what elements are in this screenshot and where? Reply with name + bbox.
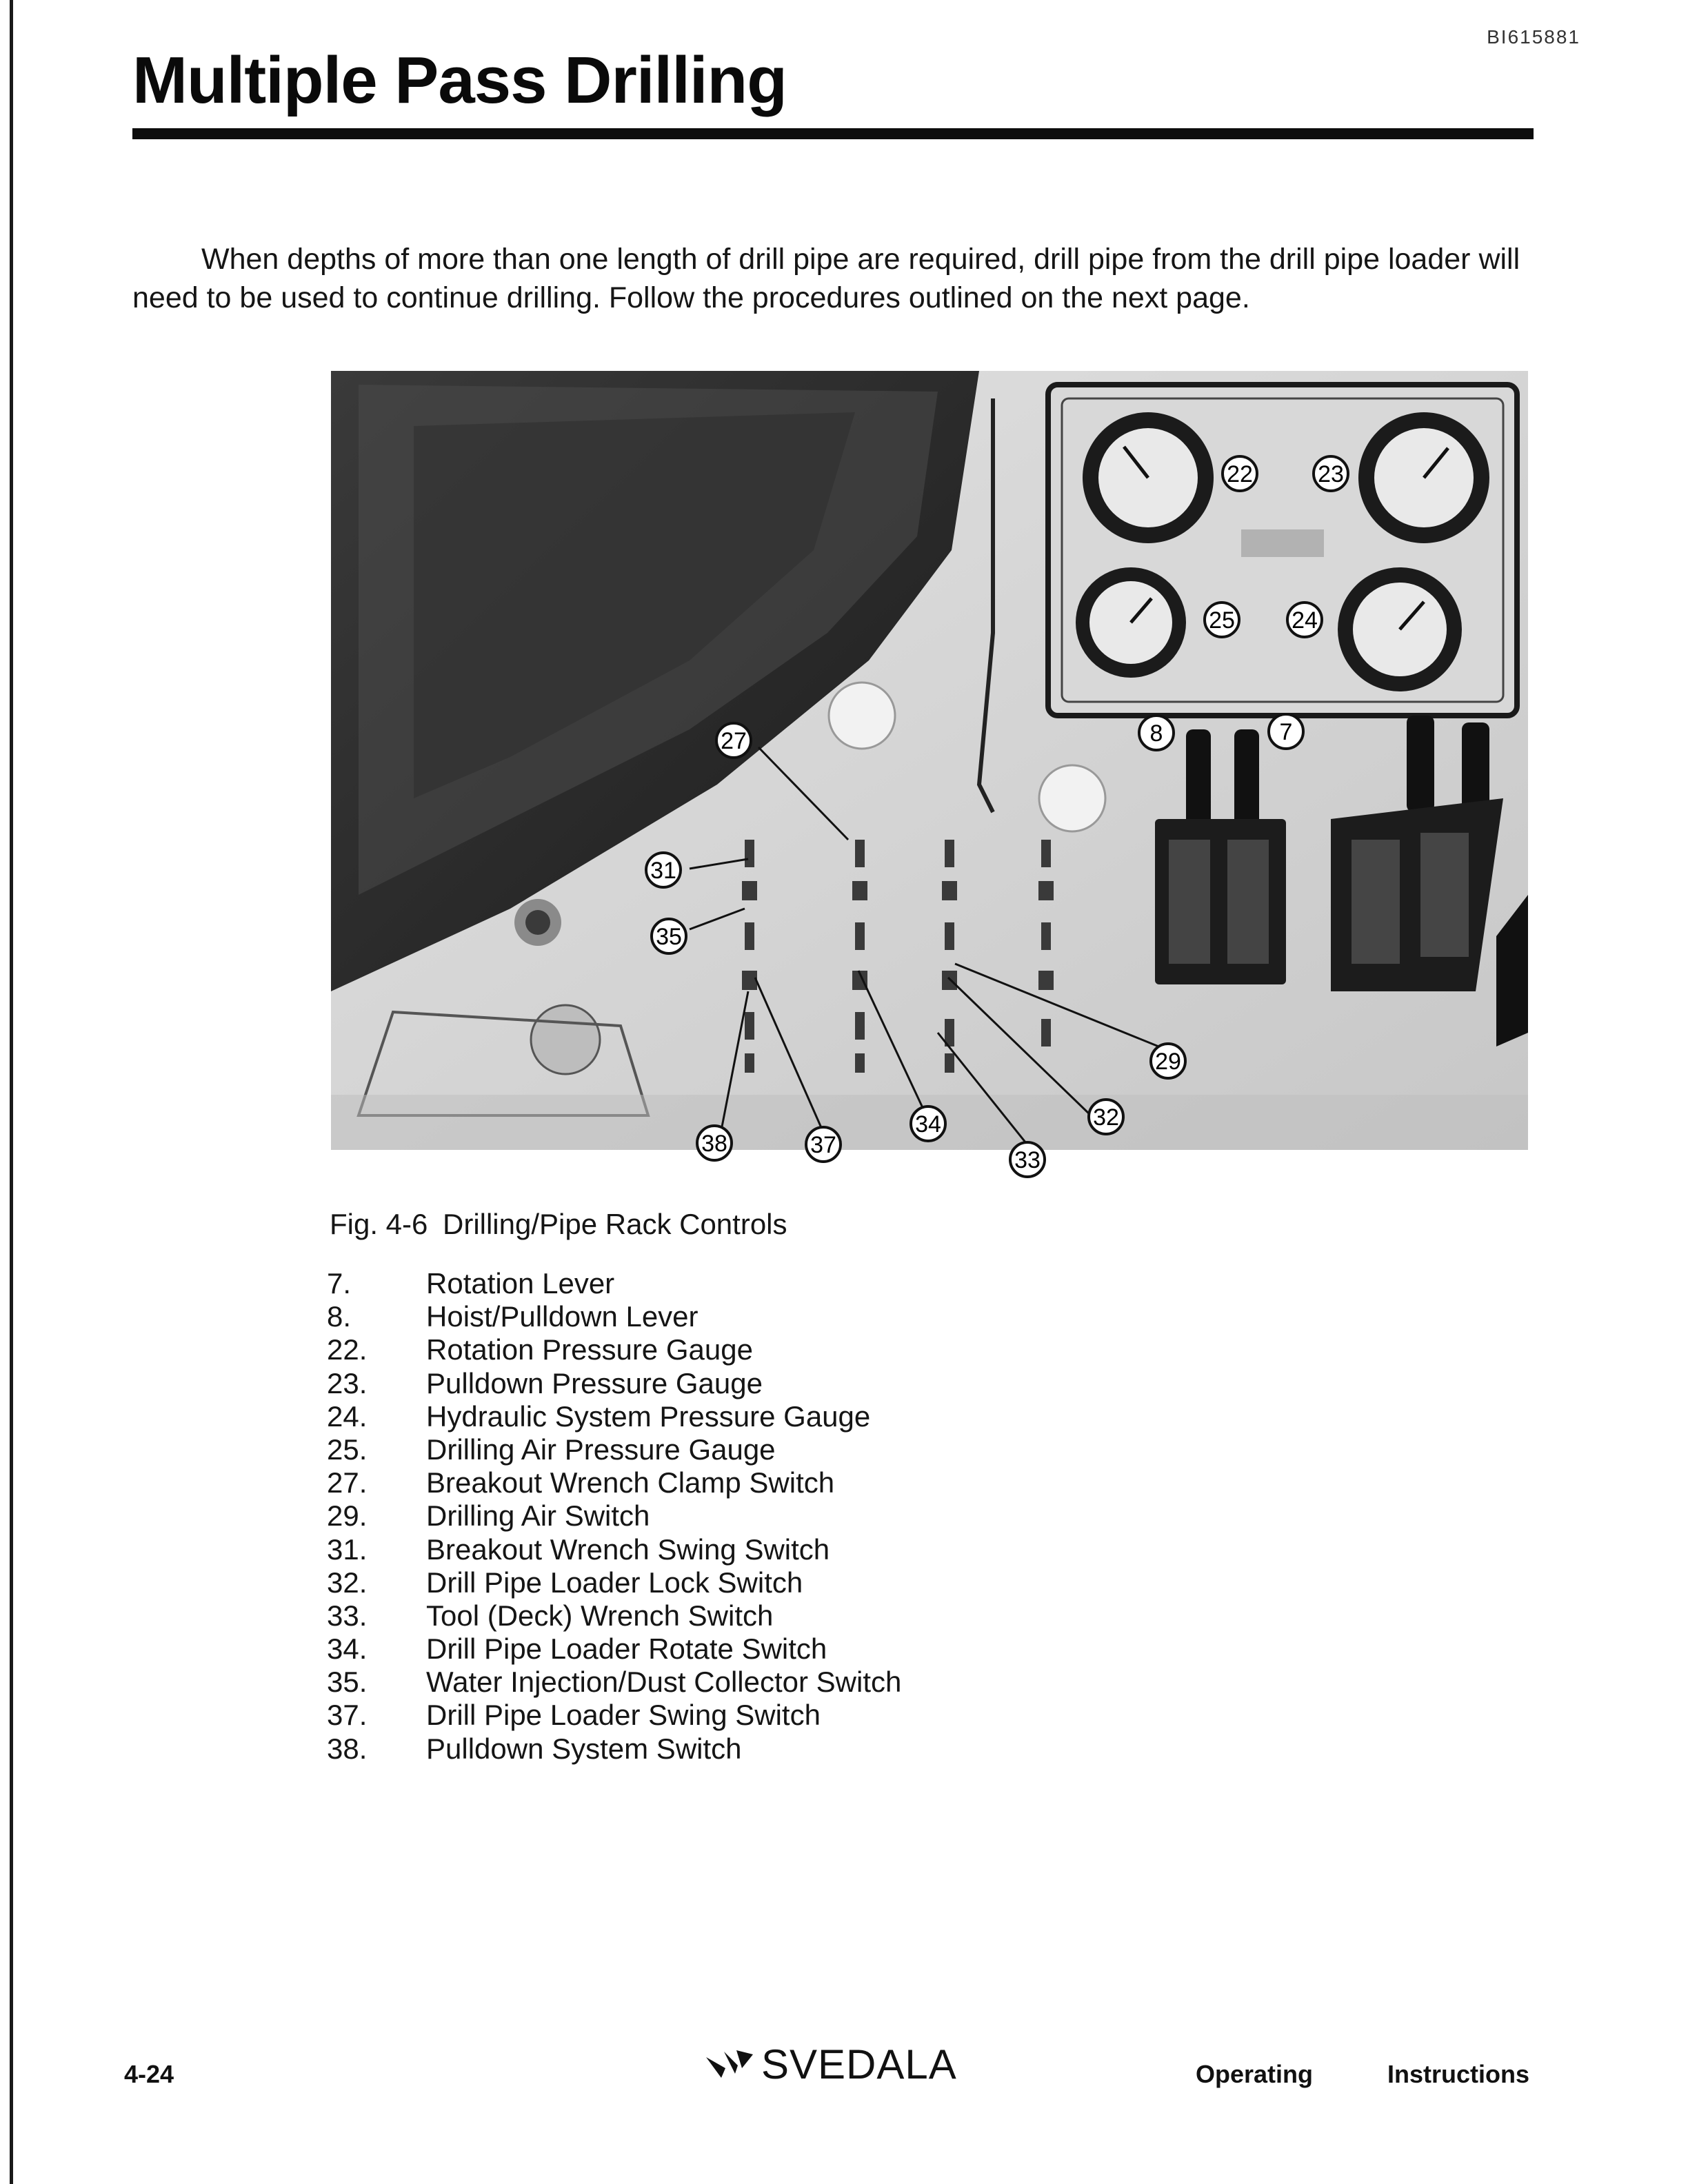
legend-item: 8. Hoist/Pulldown Lever [327, 1300, 699, 1333]
legend-item: 35. Water Injection/Dust Collector Switch [327, 1666, 902, 1699]
callout-22 [1223, 456, 1257, 491]
gauge-rotation-pressure [1083, 412, 1214, 543]
intro-line-1: When depths of more than one length of drill pipe are required, drill pipe from the drill pipe loader will [201, 243, 1520, 276]
svg-text:35: 35 [656, 924, 682, 950]
footer-logo [703, 2041, 957, 2088]
legend-item: 37. Drill Pipe Loader Swing Switch [327, 1699, 821, 1732]
legend-item: 31. Breakout Wrench Swing Switch [327, 1533, 830, 1566]
document-id: BI615881 [1487, 26, 1580, 48]
callout-8 [1139, 716, 1174, 750]
legend-item: 29. Drilling Air Switch [327, 1499, 650, 1533]
legend-item: 22. Rotation Pressure Gauge [327, 1333, 753, 1366]
gauge-drilling-air-pressure [1076, 567, 1186, 678]
footer-instructions: Instructions [1387, 2060, 1530, 2088]
intro-line-2: need to be used to continue drilling. Follow the procedures outlined on the next page. [132, 281, 1250, 314]
callout-24 [1287, 603, 1322, 637]
gauge-hydraulic-system-pressure [1338, 567, 1462, 691]
legend-item: 25. Drilling Air Pressure Gauge [327, 1433, 776, 1466]
callout-38 [697, 1126, 732, 1160]
legend-item: 27. Breakout Wrench Clamp Switch [327, 1466, 835, 1499]
figure-caption-text: Drilling/Pipe Rack Controls [443, 1208, 787, 1240]
callout-33 [1010, 1142, 1045, 1177]
callout-32 [1089, 1100, 1123, 1134]
gauge-pulldown-pressure [1358, 412, 1489, 543]
svg-text:31: 31 [650, 858, 676, 884]
intro-paragraph [132, 240, 1539, 317]
callout-7 [1269, 714, 1303, 749]
svg-text:37: 37 [810, 1132, 836, 1158]
callout-29 [1151, 1044, 1185, 1078]
legend-item: 24. Hydraulic System Pressure Gauge [327, 1399, 871, 1433]
figure-number: Fig. 4-6 [330, 1208, 428, 1240]
svedala-logo-icon [703, 2048, 756, 2082]
svg-text:33: 33 [1014, 1147, 1041, 1173]
footer-brand: SVEDALA [761, 2041, 957, 2087]
svg-text:22: 22 [1227, 461, 1253, 487]
svg-text:27: 27 [721, 728, 747, 754]
legend-item: 38. Pulldown System Switch [327, 1732, 742, 1765]
callout-37 [806, 1127, 841, 1162]
svg-text:25: 25 [1209, 607, 1235, 634]
svg-text:24: 24 [1292, 607, 1318, 634]
callout-31 [646, 853, 681, 887]
legend-item: 33. Tool (Deck) Wrench Switch [327, 1599, 774, 1632]
figure-caption [330, 1208, 787, 1241]
legend-item: 7. Rotation Lever [327, 1267, 615, 1300]
svg-text:29: 29 [1155, 1049, 1181, 1075]
svg-text:32: 32 [1093, 1104, 1119, 1131]
callout-25 [1205, 603, 1239, 637]
legend-item: 23. Pulldown Pressure Gauge [327, 1366, 763, 1399]
svg-text:23: 23 [1318, 461, 1344, 487]
svg-text:8: 8 [1149, 720, 1163, 747]
svg-text:38: 38 [701, 1131, 727, 1157]
footer-page-number: 4-24 [124, 2060, 174, 2088]
left-margin-rule [10, 0, 13, 2184]
svg-text:7: 7 [1279, 719, 1293, 745]
page-title: Multiple Pass Drilling [132, 43, 787, 117]
svg-text:34: 34 [915, 1111, 941, 1138]
legend-list [327, 1267, 901, 1766]
callout-23 [1314, 456, 1348, 491]
footer-operating: Operating [1196, 2060, 1314, 2088]
control-panel-photo [331, 371, 1528, 1173]
callout-34 [911, 1106, 945, 1141]
legend-item: 34. Drill Pipe Loader Rotate Switch [327, 1632, 827, 1666]
callout-35 [652, 919, 686, 953]
callout-27 [716, 723, 751, 758]
title-rule [132, 128, 1534, 139]
legend-item: 32. Drill Pipe Loader Lock Switch [327, 1566, 803, 1599]
